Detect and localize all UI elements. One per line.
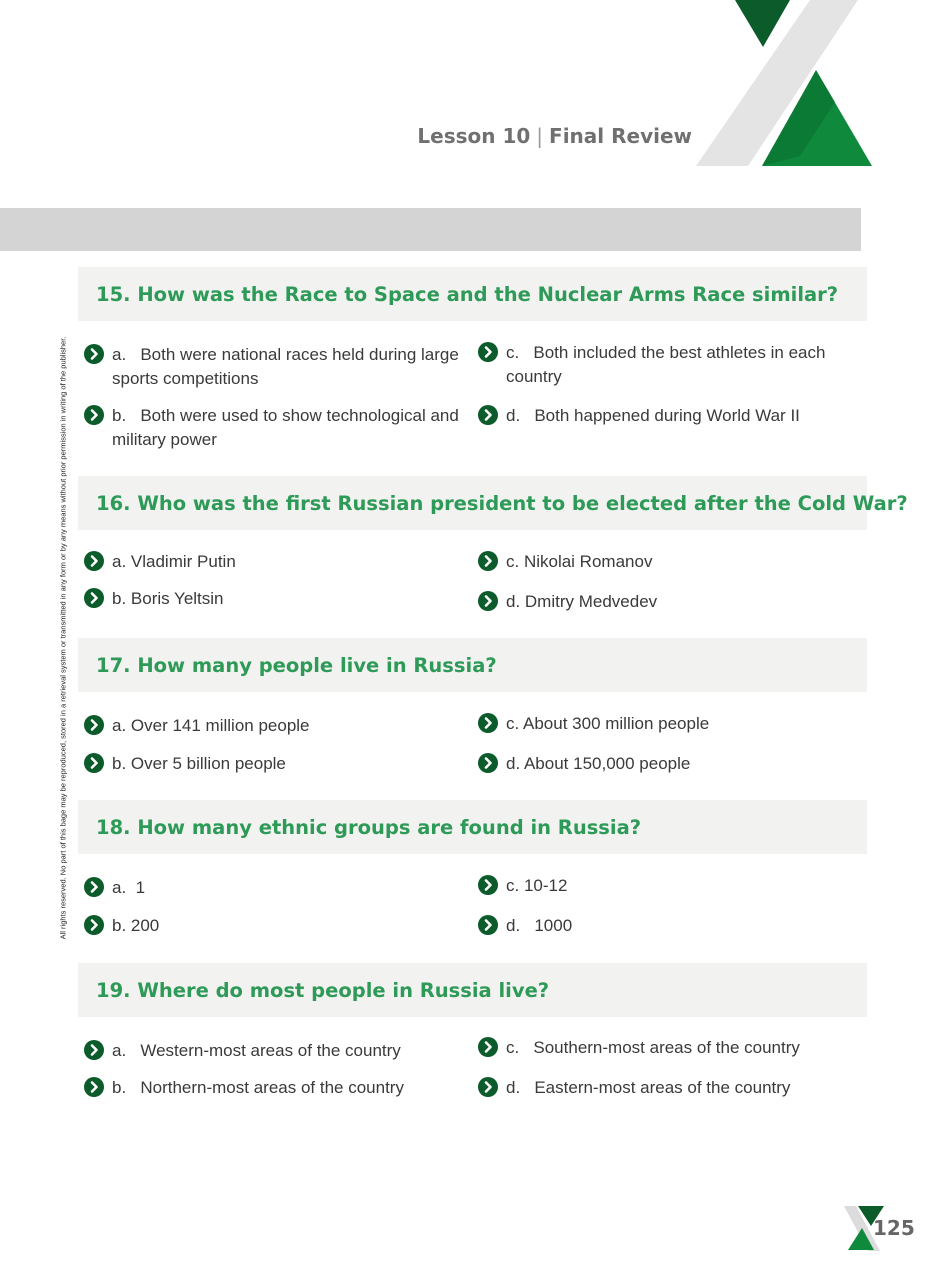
q19-option-d-text: d. Eastern-most areas of the country: [506, 1078, 791, 1097]
q18-option-b-text: b. 200: [112, 916, 160, 935]
q17-option-b-text: b. Over 5 billion people: [112, 754, 286, 773]
q15-option-b[interactable]: [84, 404, 464, 452]
q19-option-a[interactable]: [84, 1039, 464, 1063]
question-18-title: 18. How many ethnic groups are found in Russia?: [78, 800, 867, 854]
chevron-right-icon: [84, 1040, 104, 1060]
question-16-title: 16. Who was the first Russian president to be elected after the Cold War?: [78, 476, 867, 530]
q17-option-d[interactable]: [478, 752, 858, 776]
chevron-right-icon: [84, 344, 104, 364]
q19-option-c-text: c. Southern-most areas of the country: [506, 1038, 800, 1057]
q19-option-a-text: a. Western-most areas of the country: [112, 1041, 401, 1060]
q17-option-a-text: a. Over 141 million people: [112, 716, 310, 735]
chevron-right-icon: [478, 405, 498, 425]
q19-option-b-text: b. Northern-most areas of the country: [112, 1078, 404, 1097]
q19-option-d[interactable]: [478, 1076, 858, 1100]
q18-option-a[interactable]: [84, 876, 464, 900]
chevron-right-icon: [478, 875, 498, 895]
chevron-right-icon: [478, 915, 498, 935]
chevron-right-icon: [84, 753, 104, 773]
logo-dark-triangle: [735, 0, 790, 47]
question-17-title: 17. How many people live in Russia?: [78, 638, 867, 692]
q16-option-a[interactable]: [84, 550, 464, 574]
q18-option-b[interactable]: [84, 914, 464, 938]
lesson-label: Lesson 10: [417, 124, 531, 148]
chevron-right-icon: [84, 877, 104, 897]
q19-option-b[interactable]: [84, 1076, 464, 1100]
chevron-right-icon: [84, 915, 104, 935]
chevron-right-icon: [84, 405, 104, 425]
q17-option-a[interactable]: [84, 714, 464, 738]
q16-option-b[interactable]: [84, 587, 464, 611]
q18-option-d[interactable]: [478, 914, 858, 938]
header-band: [0, 208, 861, 251]
header-separator: |: [536, 124, 544, 148]
q18-option-c[interactable]: [478, 874, 858, 898]
chevron-right-icon: [84, 551, 104, 571]
q17-option-c[interactable]: [478, 712, 858, 736]
q17-option-d-text: d. About 150,000 people: [506, 754, 691, 773]
q17-option-c-text: c. About 300 million people: [506, 714, 710, 733]
q16-option-a-text: a. Vladimir Putin: [112, 552, 236, 571]
chevron-right-icon: [478, 1077, 498, 1097]
q15-option-d[interactable]: [478, 404, 858, 428]
chevron-right-icon: [84, 1077, 104, 1097]
q15-option-b-text: b. Both were used to show technological and military power: [112, 406, 464, 449]
chevron-right-icon: [478, 591, 498, 611]
chevron-right-icon: [478, 713, 498, 733]
section-label: Final Review: [549, 124, 692, 148]
q15-option-c-text: c. Both included the best athletes in each country: [506, 343, 831, 386]
q16-option-c[interactable]: [478, 550, 858, 574]
q15-option-a[interactable]: [84, 343, 464, 391]
chevron-right-icon: [478, 1037, 498, 1057]
copyright-note: All rights reserved. No part of this bage may be reproduced, stored in a retrieval system or transmitted in any form or by any means without prior permission in writing of the publisher.: [58, 336, 68, 940]
q18-option-a-text: a. 1: [112, 878, 146, 897]
chevron-right-icon: [478, 753, 498, 773]
q18-option-c-text: c. 10-12: [506, 876, 568, 895]
q18-option-d-text: d. 1000: [506, 916, 573, 935]
chevron-right-icon: [84, 715, 104, 735]
q17-option-b[interactable]: [84, 752, 464, 776]
q16-option-c-text: c. Nikolai Romanov: [506, 552, 653, 571]
q16-option-d[interactable]: [478, 590, 858, 614]
question-19-title: 19. Where do most people in Russia live?: [78, 963, 867, 1017]
q16-option-d-text: d. Dmitry Medvedev: [506, 592, 658, 611]
q19-option-c[interactable]: [478, 1036, 858, 1060]
q15-option-a-text: a. Both were national races held during large sports competitions: [112, 345, 464, 388]
q16-option-b-text: b. Boris Yeltsin: [112, 589, 224, 608]
chevron-right-icon: [84, 588, 104, 608]
q15-option-d-text: d. Both happened during World War II: [506, 406, 800, 425]
lesson-header: [400, 124, 692, 148]
chevron-right-icon: [478, 551, 498, 571]
page-number: 125: [873, 1216, 915, 1240]
q15-option-c[interactable]: [478, 341, 858, 389]
chevron-right-icon: [478, 342, 498, 362]
question-15-title: 15. How was the Race to Space and the Nuclear Arms Race similar?: [78, 267, 867, 321]
